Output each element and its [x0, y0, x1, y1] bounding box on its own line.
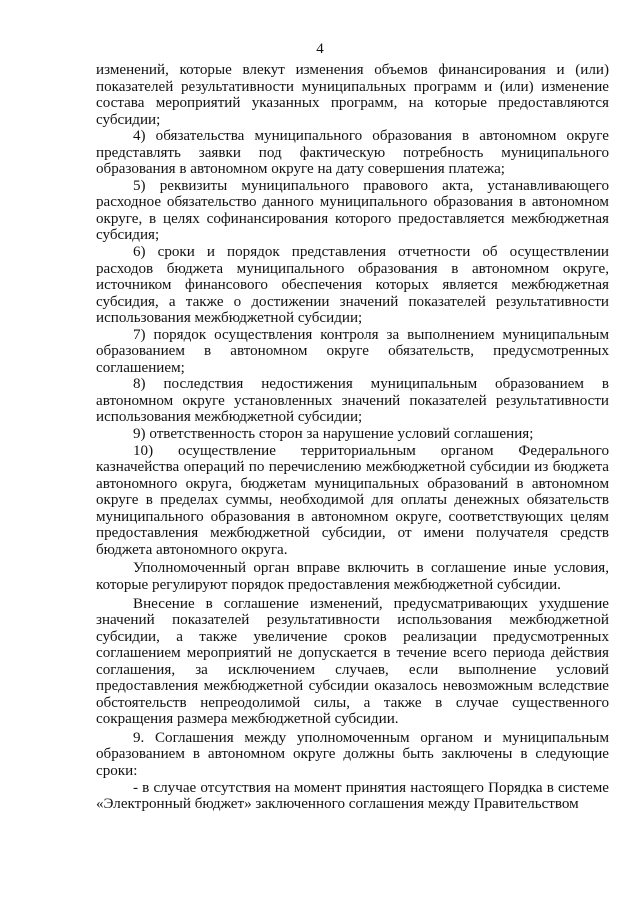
document-body — [96, 62, 609, 813]
list-item-dash: - в случае отсутствия на момент принятия настоящего Порядка в системе «Электронный бюджет» заключенного соглашения между Правительством — [96, 779, 609, 813]
list-item-6: 6) сроки и порядок представления отчетности об осуществлении расходов бюджета муниципального образования в автономном округе, источником финансового обеспечения которых является межбюджетная субсидия, а также о достижении значений показателей результативности использования межбюджетной субсидии; — [96, 244, 609, 327]
list-item-5: 5) реквизиты муниципального правового акта, устанавливающего расходное обязательство данного муниципального образования в автономном округе, в целях софинансирования которого предоставляется межбюджетная субсидия; — [96, 177, 609, 244]
section-9-heading-paragraph: 9. Соглашения между уполномоченным органом и муниципальным образованием в автономном округе должны быть заключены в следующие сроки: — [96, 729, 609, 779]
paragraph-additional-conditions: Уполномоченный орган вправе включить в соглашение иные условия, которые регулируют порядок предоставления межбюджетной субсидии. — [96, 560, 609, 593]
paragraph-amendments: Внесение в соглашение изменений, предусматривающих ухудшение значений показателей результативности использования межбюджетной субсидии, а также увеличение сроков реализации предусмотренных соглашением мероприятий не допускается в течение всего периода действия соглашения, за исключением случаев, если выполнение условий предоставления межбюджетной субсидии оказалось невозможным вследствие обстоятельств непреодолимой силы, а также в случае существенного сокращения размера межбюджетной субсидии. — [96, 595, 609, 728]
page-number: 4 — [316, 41, 324, 57]
list-item-4: 4) обязательства муниципального образования в автономном округе представлять заявки под фактическую потребность муниципального образования в автономном округе на дату совершения платежа; — [96, 128, 609, 178]
list-item-8: 8) последствия недостижения муниципальным образованием в автономном округе установленных значений показателей результативности использования межбюджетной субсидии; — [96, 376, 609, 426]
list-item-7: 7) порядок осуществления контроля за выполнением муниципальным образованием в автономном округе обязательств, предусмотренных соглашением; — [96, 326, 609, 376]
list-item-10: 10) осуществление территориальным органом Федерального казначейства операций по перечислению межбюджетной субсидии из бюджета автономного округа, бюджетам муниципальных образований в автономном округе в пределах суммы, необходимой для оплаты денежных обязательств муниципального образования в автономном округе, соответствующих целям предоставления межбюджетной субсидии, от имени получателя средств бюджета автономного округа. — [96, 442, 609, 558]
paragraph-continuation: изменений, которые влекут изменения объемов финансирования и (или) показателей результативности муниципальных программ и (или) изменение состава мероприятий указанных программ, на которые предоставляются субсидии; — [96, 62, 609, 128]
list-item-9: 9) ответственность сторон за нарушение условий соглашения; — [133, 426, 534, 443]
